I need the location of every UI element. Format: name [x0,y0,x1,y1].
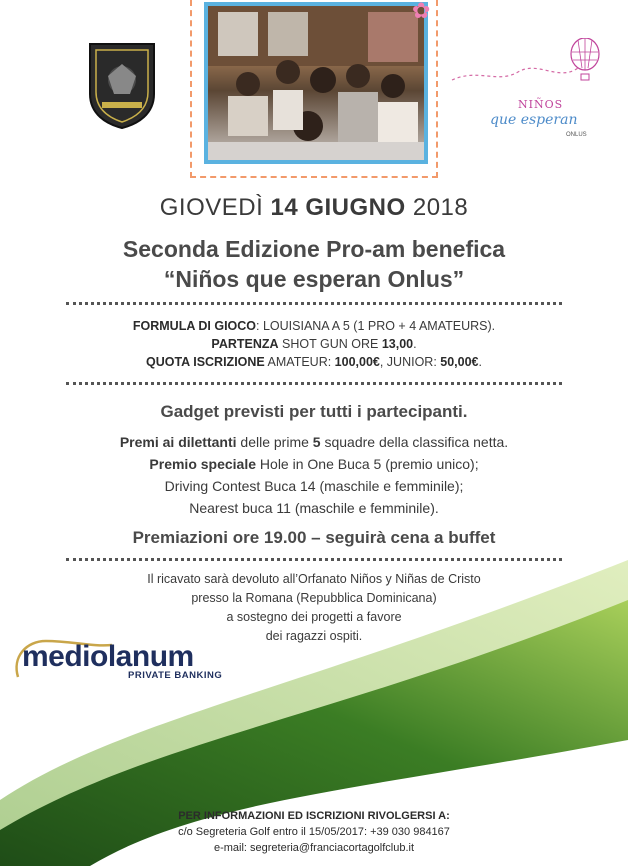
premiazioni-heading: Premiazioni ore 19.00 – seguirà cena a buffet [132,528,496,547]
sponsor-name: mediolanum [22,640,194,673]
formula-line [0,318,628,335]
ninos-logo-line3: ONLUS [566,132,587,138]
sponsor-subtitle: PRIVATE BANKING [128,670,223,681]
premi-number: 5 [312,434,321,450]
dotted-divider-3 [66,558,562,561]
partenza-label: PARTENZA [211,337,279,351]
speciale-label: Premio speciale [149,456,257,472]
premi-text2: squadre della classifica netta. [320,434,509,450]
quota-line [0,354,628,371]
event-day-month: 14 GIUGNO [270,194,406,221]
quota-amateur-value: 100,00€ [334,355,380,369]
footer-email-line: e-mail: segreteria@franciacortagolfclub.it [213,842,415,854]
event-weekday: GIOVEDÌ [159,194,264,221]
quota-junior: , JUNIOR: [379,355,441,369]
footer-title: PER INFORMAZIONI ED ISCRIZIONI RIVOLGERSI A: [178,810,450,822]
quota-junior-value: 50,00€ [440,355,479,369]
formula-label: FORMULA DI GIOCO [132,319,257,333]
quota-end: . [478,355,482,369]
charity-line2: presso la Romana (Repubblica Dominicana) [191,591,437,605]
premi-label: Premi ai dilettanti [119,434,237,450]
event-date [0,194,628,222]
speciale-text: Hole in One Buca 5 (premio unico); [256,456,479,472]
quota-label: QUOTA ISCRIZIONE [146,355,265,369]
ninos-logo-line1: NIÑOS [518,98,564,111]
event-year: 2018 [412,194,469,221]
dotted-divider-2 [66,382,562,385]
gadget-heading: Gadget previsti per tutti i partecipanti. [160,402,468,421]
charity-line3: a sostegno dei progetti a favore [226,610,402,624]
partenza-value: SHOT GUN ORE [278,337,382,351]
quota-amateur: AMATEUR: [264,355,335,369]
premi-line [0,434,628,450]
dotted-divider-1 [66,302,562,305]
event-title-line2: “Niños que esperan Onlus” [163,266,465,292]
nearest-line: Nearest buca 11 (maschile e femminile). [189,500,439,516]
footer-contact-line: c/o Segreteria Golf entro il 15/05/2017: +39 030 984167 [178,826,450,838]
charity-line1: Il ricavato sarà devoluto all’Orfanato Niños y Niñas de Cristo [147,572,481,586]
partenza-time: 13,00 [381,337,414,351]
event-title-line1: Seconda Edizione Pro-am benefica [122,236,506,262]
ninos-logo-line2: que esperan [490,112,578,128]
premi-text1: delle prime [236,434,313,450]
children-group-photo [204,0,431,164]
flower-icon: ✿ [412,0,431,23]
speciale-line [0,456,628,472]
partenza-line [0,336,628,353]
formula-value: : LOUISIANA A 5 (1 PRO + 4 AMATEURS). [256,319,496,333]
golf-club-crest-logo [88,40,156,130]
charity-line4: dei ragazzi ospiti. [265,629,363,643]
partenza-end: . [413,337,417,351]
driving-line: Driving Contest Buca 14 (maschile e femminile); [164,478,464,494]
